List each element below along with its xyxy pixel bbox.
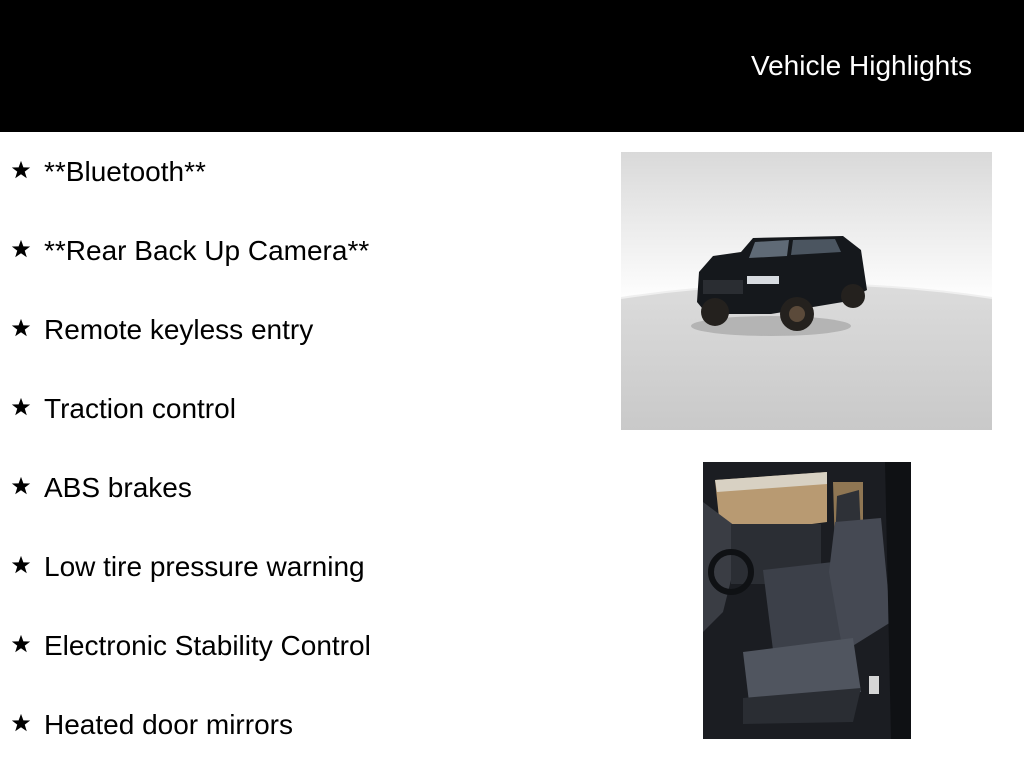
star-icon [10,159,32,181]
feature-item [10,152,206,192]
feature-label: Electronic Stability Control [44,630,371,661]
feature-item [10,231,369,271]
star-icon [10,396,32,418]
interior-seat-photo [703,462,911,739]
feature-label: Heated door mirrors [44,709,293,740]
feature-label: **Bluetooth** [44,156,206,187]
star-icon [10,633,32,655]
feature-item [10,705,293,745]
feature-label: ABS brakes [44,472,192,503]
header-bar [0,0,1024,132]
feature-item [10,547,365,587]
feature-item [10,626,371,666]
page-title: Vehicle Highlights [750,50,972,81]
feature-item [10,389,236,429]
star-icon [10,475,32,497]
star-icon [10,317,32,339]
star-icon [10,554,32,576]
feature-item [10,310,313,350]
star-icon [10,712,32,734]
exterior-suv-photo [621,152,992,430]
feature-label: **Rear Back Up Camera** [44,235,370,266]
feature-label: Traction control [44,393,236,424]
feature-label: Low tire pressure warning [44,551,365,582]
feature-item [10,468,192,508]
feature-label: Remote keyless entry [44,314,314,345]
star-icon [10,238,32,260]
